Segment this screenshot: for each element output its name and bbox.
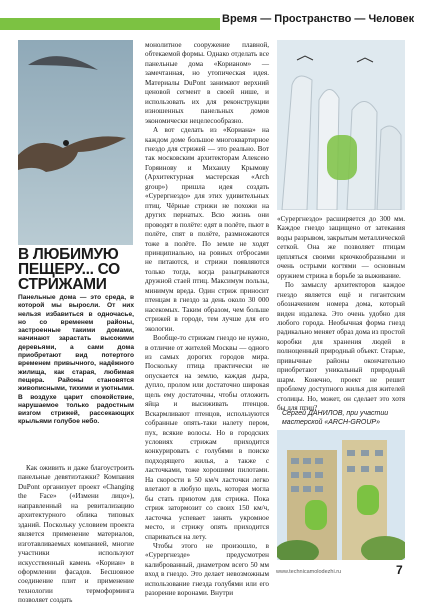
lead-paragraph: Панельные дома — это среда, в которой мы выросли. От них нельзя избавиться в одночасье, но со временем районы, застроенные такими домами, начинают зарастать высокими деревьями, а сами дома приобретают вид потертого временем привычного, надёжного жилища, как старая, любимая пещера. Районы становятся живописными, тихими и уютными. В воздухе царит спокойствие, нарушаемое только радостным визгом стрижей, рассекающих крыльями голубое небо. bbox=[18, 294, 134, 426]
paragraph: Как оживить и даже благоустроить панельные девятиэтажки? Компания DuPont организует проект «Changing the Face» («Измени лицо»), направленный на ревитализацию архитектурного облика типовых зданий. Поскольку условием проекта является применение материалов, изготавливаемых компанией, многие участники используют искусственный камень «Кориан» в оформлении фасадов. Бесшовное соединение плит и применение технологии термоформинга позволяет создать bbox=[18, 464, 134, 605]
page-number: 7 bbox=[396, 563, 403, 577]
header-accent-bar bbox=[0, 18, 220, 30]
author-signature bbox=[282, 410, 407, 427]
swift-photo bbox=[18, 40, 133, 245]
swift-image bbox=[18, 40, 133, 245]
column-1-text bbox=[18, 464, 134, 606]
section-header bbox=[0, 12, 424, 32]
footer-url: www.technicamolodezhi.ru bbox=[276, 569, 342, 575]
paragraph: По замыслу архитекторов каждое гнездо является ещё и гигантским обозначением номера дома, который виден издалека. Это очень удобно для любого города. Необычная форма гнезд радикально меняет образ дома из простой коробки для хранения людей в полноценный природный объект. Старые, привычные районы окончательно приобретают уникальный природный шарм. Конечно, проект не решит проблему доступного жилья для жителей столицы. Но, может, он сделает это хотя бы для птиц? bbox=[277, 281, 405, 413]
column-2-text bbox=[145, 41, 269, 599]
author-credit: Сергей ДАНИЛОВ, при участии мастерской «ARCH-GROUP» bbox=[282, 410, 389, 426]
headline: В ЛЮБИМУЮ ПЕЩЕРУ... СО СТРИЖАМИ bbox=[18, 246, 120, 293]
paragraph: «Суpергнездо» расширяется до 300 мм. Каждое гнездо защищено от затекания воды разрывом, закрытым металлической сеткой. Она же позволяет птицам цепляться своими крючкообразными и очень острыми когтями — основным оружием стрижа в борьбе за выживание. bbox=[277, 215, 405, 280]
architectural-render-top bbox=[277, 40, 405, 210]
column-3-text bbox=[277, 215, 405, 414]
paragraph: Чтобы этого не произошло, в «Суpергнезде» предусмотрен калиброванный, диаметром всего 50 мм вход в гнездо. Это делает невозможным использование гнезда голубями или его разорение воронами. Внутри bbox=[145, 542, 269, 598]
building-render-image bbox=[277, 430, 405, 560]
nest-render-image bbox=[277, 40, 405, 210]
paragraph: монолитное сооружение плавной, обтекаемой формы. Однако отделать все панельные дома «Корианом» — замечтанная, но утопическая идея. Материалы DuPont занимают верхний ценовой сегмент в своей нише, и использовать их для реконструкции изношенных панельных домов экономически нецелесообразно. bbox=[145, 41, 269, 125]
paragraph: А вот сделать из «Кориана» на каждом доме большое многоквартирное гнездо для стрижей — это реально. Вот так московским архитекторам Алексею Горяинову и Михаилу Крымову (Архитектурная мастерская «Arch group») пришла идея создать «Суpергнездо» для этих удивительных птиц. Чёрные стрижи не похожи на других пернатых. Всю жизнь они проводят в полёте: едят в полёте, пьют в полёте, спят в полёте, размножаются тоже в полёте. По земле не ходят принципиально, на ровных отбросами не питаются, и стрижи появляются только тогда, когда разыгрываются дружной стаей птиц. Максимум пользы, минимум вреда. Один стриж приносит птенцам в гнездо за день около 30 000 насекомых. Таким образом, чем больше стрижей в городе, тем лучше для его экологии. bbox=[145, 126, 269, 333]
section-title: Время — Пространство — Человек bbox=[222, 13, 415, 25]
paragraph: Вообще-то стрижам гнездо не нужно, в отличие от жителей Москвы — одного из самых дорогих городов мира. Поскольку птица практически не опускается на землю, каждая дыра, дупло, пролом или достаточно широкая щель ему достаточны, чтобы отложить яйца и высиживать птенцов. Вскармливают птенцов, используются собранные опять-таки налету пером, пух, всякие волосы. Но в городских условиях стрижам приходится конкурировать с голубями в поиске подходящего жилья, а также с ласточками, тоже хорошими пилотами. На скорости в 50 км/ч ласточки легко влетают в любую щель, которая могла бы стать приютом для стрижа. Пока стриж затормозит со своих 150 км/ч, ласточка успевает занять укромное место, и стрижу опять приходится спариваться на лету. bbox=[145, 334, 269, 541]
architectural-render-bottom bbox=[277, 430, 405, 560]
